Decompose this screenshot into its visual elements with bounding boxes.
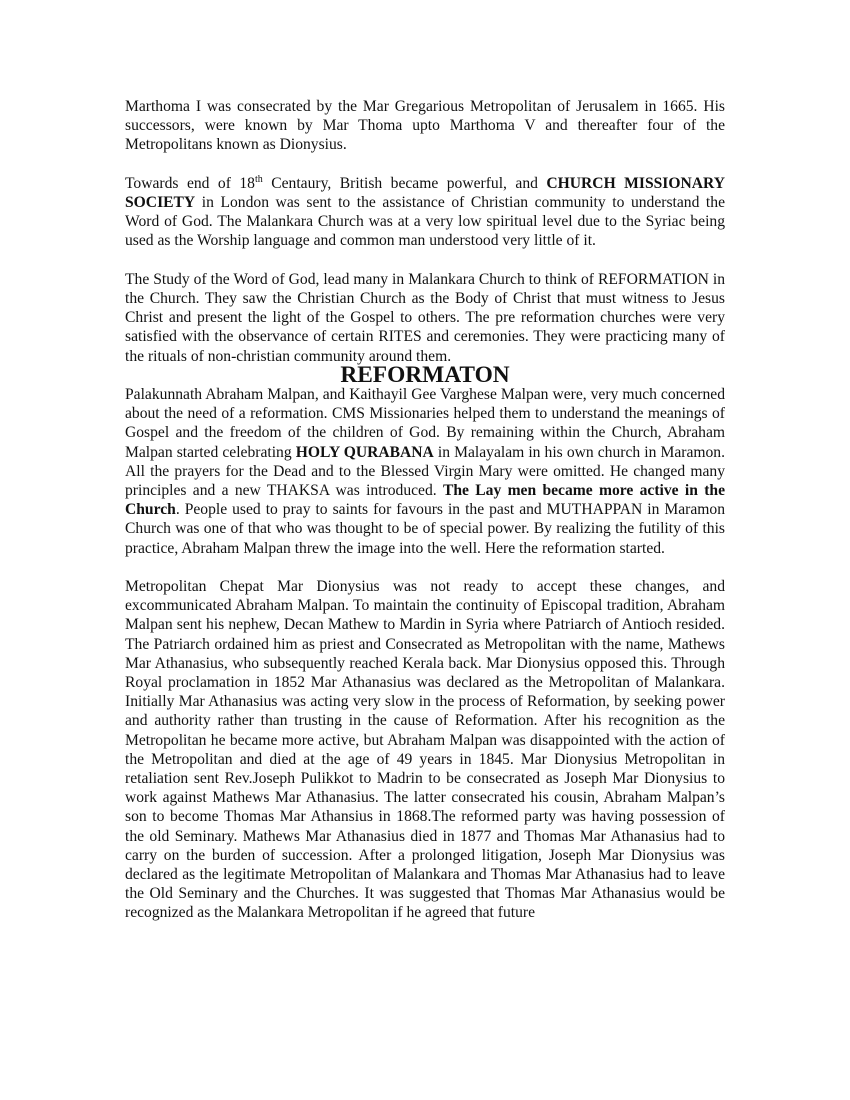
document-page (125, 97, 725, 923)
paragraph-consecration: Marthoma I was consecrated by the Mar Gregarious Metropolitan of Jerusalem in 1665. His successors, were known by Mar Thoma upto Marthoma V and thereafter four of the Metropolitans known as Dionysius. (125, 98, 725, 154)
cms-text-b: Centaury, British became powerful, and (262, 174, 547, 192)
malpan-text-b: in Malayalam in his own church in Maramon. All the prayers for the Dead and to the Blessed Virgin Mary were omitted. He changed many principles and a new THAKSA was introduced. (125, 443, 725, 500)
cms-text-c: in London was sent to the assistance of Christian community to understand the Word of God. The Malankara Church was at a very low spiritual level due to the Syriac being used as the Worship language and common man understood very little of it. (125, 194, 725, 250)
malpan-bold-laymen: The Lay men became more active in the Church (125, 482, 725, 519)
paragraph-metropolitan: Metropolitan Chepat Mar Dionysius was not ready to accept these changes, and excommunicated Abraham Malpan. To maintain the continuity of Episcopal tradition, Abraham Malpan sent his nephew, Decan Mathew to Mardin in Syria where Patriarch of Antioch resided. The Patriarch ordained him as priest and Consecrated as Metropolitan with the name, Mathews Mar Athanasius, who subsequently reached Kerala back. Mar Dionysius opposed this. Through Royal proclamation in 1852 Mar Athanasius was declared as the Metropolitan of Malankara. Initially Mar Athanasius was acting very slow in the process of Reformation, by seeking power and authority rather than trusting in the cause of Reformation. After his recognition as the Metropolitan he became more active, but Abraham Malpan was disappointed with the action of the Metropolitan and died at the age of 49 years in 1845. Mar Dionysius Metropolitan in retaliation sent Rev.Joseph Pulikkot to Madrin to be consecrated as Joseph Mar Dionysius to work against Mathews Mar Athanasius. The latter consecrated his cousin, Abraham Malpan’s son to become Thomas Mar Athansius in 1868.The reformed party was having possession of the old Seminary. Mathews Mar Athanasius died in 1877 and Thomas Mar Athanasius had to carry on the burden of succession. After a prolonged litigation, Joseph Mar Dionysius was declared as the legitimate Metropolitan of Malankara and Thomas Mar Athanasius had to leave the Old Seminary and the Churches. It was suggested that Thomas Mar Athanasius would be recognized as the Malankara Metropolitan if he agreed that future (125, 578, 725, 922)
paragraph-malpan (125, 385, 725, 558)
malpan-bold-qurbana: HOLY QURABANA (295, 443, 434, 461)
malpan-text-a: Palakunnath Abraham Malpan, and Kaithayil Gee Varghese Malpan were, very much concerned about the need of a reformation. CMS Missionaries helped them to understand the meanings of Gospel and the freedom of the children of God. By remaining within the Church, Abraham Malpan started celebrating (125, 386, 725, 461)
paragraph-cms (125, 174, 725, 251)
malpan-text-c: . People used to pray to saints for favours in the past and MUTHAPPAN in Maramon Church was one of that who was thought to be of special power. By realizing the futility of this practice, Abraham Malpan threw the image into the well. Here the reformation started. (125, 501, 725, 557)
cms-text-a: Towards end of 18 (125, 174, 255, 192)
ordinal-suffix: th (254, 173, 263, 185)
section-heading-reformation: REFORMATON (340, 361, 510, 388)
paragraph-study: The Study of the Word of God, lead many in Malankara Church to think of REFORMATION in the Church. They saw the Christian Church as the Body of Christ that must witness to Jesus Christ and present the light of the Gospel to others. The pre reformation churches were very satisfied with the observance of certain RITES and ceremonies. They were practicing many of the rituals of non-christian community around them. (125, 270, 725, 365)
cms-bold-name: CHURCH MISSIONARY SOCIETY (125, 174, 725, 211)
